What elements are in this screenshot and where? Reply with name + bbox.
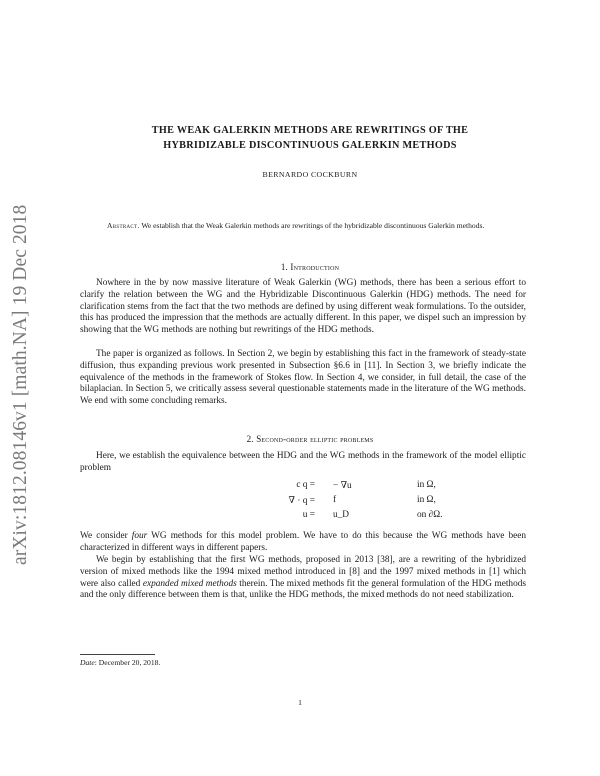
arxiv-identifier: arXiv:1812.08146v1 [math.NA] 19 Dec 2018 <box>10 204 31 565</box>
equation-lhs: ∇ · q = <box>288 496 315 506</box>
title-line-1: THE WEAK GALERKIN METHODS ARE REWRITINGS OF THE <box>151 125 469 136</box>
model-problem-equations <box>225 480 445 525</box>
equation-row <box>225 495 445 510</box>
para2-emphasis: four <box>131 531 148 541</box>
para2-pre: We consider <box>80 531 132 541</box>
para3-post: therein. The mixed methods fit the general formulation of the HDG methods and the only difference between them is that, unlike the HDG methods, the mixed methods do not need stabilization. <box>80 578 526 601</box>
footnote-label: Date <box>80 658 95 667</box>
equation-row <box>225 480 445 495</box>
equation-domain: in Ω, <box>417 495 436 505</box>
footnote-divider <box>80 654 155 655</box>
abstract-text: We establish that the Weak Galerkin methods are rewritings of the hybridizable discontinuous Galerkin methods. <box>141 221 485 230</box>
equation-domain: in Ω, <box>417 480 436 490</box>
equation-rhs: − ∇u <box>333 481 352 491</box>
intro-paragraph-2: The paper is organized as follows. In Section 2, we begin by establishing this fact in the framework of steady-state diffusion, thus expanding previous work presented in Subsection §6.6 in [11]. In Section 3, we briefly indicate the equivalence of the methods in the framework of Stokes flow. In Section 4, we consider, in full detail, the case of the bilaplacian. In Section 5, we critically assess several questionable statements made in the literature of the WG methods. We end with some concluding remarks. <box>80 349 526 407</box>
equation-row <box>225 510 445 525</box>
section-2-paragraph-3 <box>80 555 526 602</box>
footnote <box>80 658 160 667</box>
para3-pre: We begin by establishing that the first WG methods, proposed in 2013 [38], are a rewriting of the hybridized version of mixed methods like the 1994 mixed method introduced in [8] and the 1997 mixed methods in [1] which were also called <box>80 555 526 589</box>
page-number: 1 <box>298 698 302 707</box>
section-2-heading: 2. Second-order elliptic problems <box>246 434 374 444</box>
section-1-heading: 1. Introduction <box>280 262 340 272</box>
equation-rhs: f <box>333 495 337 505</box>
section-2-paragraph-1: Here, we establish the equivalence between the HDG and the WG methods in the framework of the model elliptic problem <box>80 451 526 473</box>
section-2-paragraph-2 <box>80 531 526 555</box>
footnote-text: : December 20, 2018. <box>94 658 161 667</box>
para2-post: WG methods for this model problem. We have to do this because the WG methods have been characterized in different ways in different papers. <box>80 531 526 553</box>
title-line-2: HYBRIDIZABLE DISCONTINUOUS GALERKIN METHODS <box>163 140 457 151</box>
para3-emphasis: expanded mixed methods <box>142 578 237 589</box>
paper-title <box>80 123 540 153</box>
author-name: BERNARDO COCKBURN <box>262 170 358 179</box>
abstract-label: Abstract. <box>107 221 140 230</box>
abstract <box>107 220 512 231</box>
equation-domain: on ∂Ω. <box>417 510 443 520</box>
equation-lhs: u = <box>302 510 315 520</box>
equation-rhs: u_D <box>333 510 350 520</box>
equation-lhs: c q = <box>296 480 315 490</box>
intro-paragraph-1: Nowhere in the by now massive literature of Weak Galerkin (WG) methods, there has been a serious effort to clarify the relation between the WG and the Hybridizable Discontinuous Galerkin (HDG) methods. The need for clarification stems from the fact that the two methods are defined by using different weak formulations. To the outsider, this has produced the impression that the methods are actually different. In this paper, we dispel such an impression by showing that the WG methods are nothing but rewritings of the HDG methods. <box>80 278 526 336</box>
